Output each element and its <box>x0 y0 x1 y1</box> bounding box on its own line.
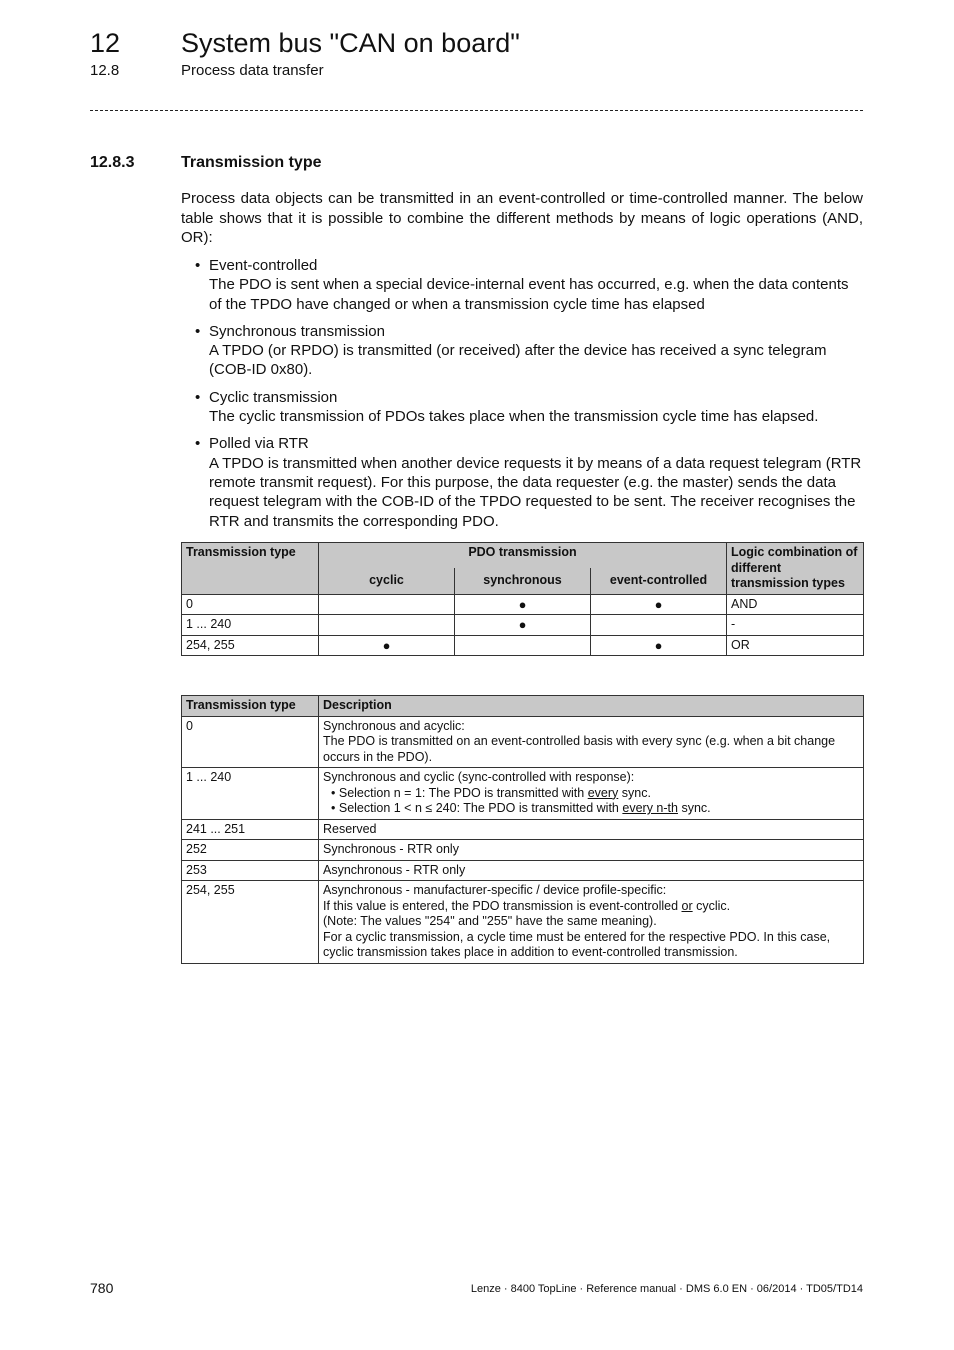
cell-description <box>319 881 864 964</box>
text: Selection 1 < n ≤ 240: The PDO is transmitted with <box>338 801 623 815</box>
table-row <box>182 635 864 656</box>
pdo-combination-table <box>181 542 864 656</box>
table-row <box>182 819 864 840</box>
table-row <box>182 716 864 768</box>
cell-description <box>319 716 864 768</box>
cell-cyclic: ● <box>319 635 455 656</box>
list-item-title: • Cyclic transmission <box>209 388 338 406</box>
cell-type: 0 <box>182 594 319 615</box>
list-item-text: A TPDO is transmitted when another device requests it by means of a data request telegram (RTR remote transmit request). For this purpose, the data requester (e.g. the master) sends the data request telegram with the COB-ID of the TPDO requested to be sent. The receiver recognises the RTR and transmits the corresponding PDO. <box>209 454 862 530</box>
cell-type: 1 ... 240 <box>182 615 319 636</box>
cell-synchronous: ● <box>455 594 591 615</box>
text: sync. <box>618 785 651 800</box>
subsection-number: 12.8.3 <box>90 154 135 171</box>
chapter-title: System bus "CAN on board" <box>181 28 520 58</box>
list-item <box>181 322 863 380</box>
intro-paragraph: Process data objects can be transmitted in an event-controlled or time-controlled manner. The below table shows that it is possible to combine the different methods by means of logic operations (AND, OR): <box>181 190 863 246</box>
description-bullet <box>331 786 859 802</box>
cell-description: Synchronous - RTR only <box>319 840 864 861</box>
header-pdo-transmission: PDO transmission <box>319 543 727 569</box>
footer-text: Lenze · 8400 TopLine · Reference manual · DMS 6.0 EN · 06/2014 · TD05/TD14 <box>470 1283 863 1295</box>
text: If this value is entered, the PDO transmission is event-controlled <box>323 898 682 913</box>
cell-cyclic <box>319 594 455 615</box>
cell-description: Asynchronous - RTR only <box>319 860 864 881</box>
cell-description: Reserved <box>319 819 864 840</box>
underlined-text: or <box>681 898 693 913</box>
section-number: 12.8 <box>90 62 120 79</box>
table-row <box>182 615 864 636</box>
text: Selection n = 1: The PDO is transmitted with <box>338 785 588 800</box>
description-line: Asynchronous - manufacturer-specific / device profile-specific: <box>323 883 667 897</box>
list-item-text: The PDO is sent when a special device-internal event has occurred, e.g. when the data contents of the TPDO have changed or when a transmission cycle time has elapsed <box>209 276 849 313</box>
list-item <box>181 256 863 314</box>
header-logic-combination: Logic combination of different transmission types <box>727 543 864 595</box>
list-item <box>181 388 863 427</box>
list-item-title: • Synchronous transmission <box>209 322 385 340</box>
description-line: Synchronous and cyclic (sync-controlled with response): <box>323 770 635 784</box>
description-line: The PDO is transmitted on an event-controlled basis with every sync (e.g. when a bit change occurs in the PDO). <box>323 734 836 764</box>
cell-type: 241 ... 251 <box>182 819 319 840</box>
description-line: For a cyclic transmission, a cycle time must be entered for the respective PDO. In this case, cyclic transmission takes place in addition to event-controlled transmission. <box>323 929 831 959</box>
description-line: Synchronous and acyclic: <box>323 718 465 733</box>
header-synchronous: synchronous <box>455 568 591 594</box>
cell-cyclic <box>319 615 455 636</box>
text: sync. <box>677 801 711 815</box>
cell-logic: OR <box>727 635 864 656</box>
header-event-controlled: event-controlled <box>591 568 727 594</box>
header-divider <box>90 110 863 111</box>
cell-event: ● <box>591 635 727 656</box>
subsection-title: Transmission type <box>181 154 322 171</box>
cell-type: 254, 255 <box>182 881 319 964</box>
description-bullet <box>331 801 859 817</box>
table-row <box>182 881 864 964</box>
list-item-title: • Event-controlled <box>209 257 318 274</box>
cell-logic: - <box>727 615 864 636</box>
page-number: 780 <box>90 1280 114 1296</box>
header-transmission-type: Transmission type <box>182 696 319 717</box>
cell-event: ● <box>591 594 727 615</box>
cell-type: 253 <box>182 860 319 881</box>
cell-type: 254, 255 <box>182 635 319 656</box>
description-line <box>323 899 859 915</box>
cell-synchronous <box>455 635 591 656</box>
transmission-type-description-table <box>181 695 864 964</box>
cell-type: 252 <box>182 840 319 861</box>
cell-description <box>319 768 864 820</box>
cell-logic: AND <box>727 594 864 615</box>
cell-type: 1 ... 240 <box>182 768 319 820</box>
text: cyclic. <box>692 898 731 913</box>
header-description: Description <box>319 696 864 717</box>
list-item <box>181 434 863 530</box>
list-item-text: The cyclic transmission of PDOs takes place when the transmission cycle time has elapsed. <box>209 408 819 426</box>
underlined-text: every n-th <box>622 801 678 815</box>
header-transmission-type: Transmission type <box>182 543 319 595</box>
list-item-title: • Polled via RTR <box>209 435 309 453</box>
cell-type: 0 <box>182 716 319 768</box>
underlined-text: every <box>587 785 619 800</box>
cell-synchronous: ● <box>455 615 591 636</box>
section-title: Process data transfer <box>181 62 324 79</box>
description-line: (Note: The values "254" and "255" have the same meaning). <box>323 914 657 928</box>
transmission-methods-list <box>181 256 863 539</box>
header-cyclic: cyclic <box>319 568 455 594</box>
table-row <box>182 840 864 861</box>
cell-event <box>591 615 727 636</box>
table-row <box>182 768 864 820</box>
chapter-number: 12 <box>90 28 121 58</box>
list-item-text: A TPDO (or RPDO) is transmitted (or received) after the device has received a sync telegram (COB-ID 0x80). <box>209 342 827 379</box>
table-row <box>182 594 864 615</box>
table-row <box>182 860 864 881</box>
